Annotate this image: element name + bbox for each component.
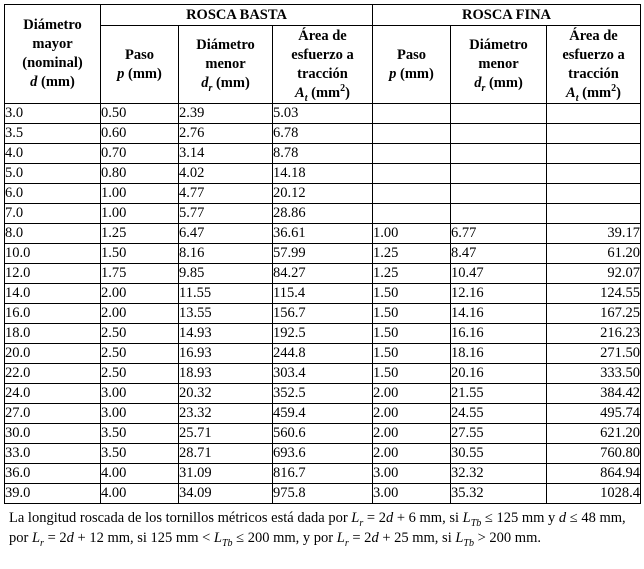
cell-fine-pitch: 1.50 <box>373 304 451 324</box>
cell-coarse-minor-diameter: 2.76 <box>179 124 273 144</box>
cell-coarse-pitch: 0.60 <box>101 124 179 144</box>
cell-coarse-pitch: 1.75 <box>101 264 179 284</box>
cell-coarse-pitch: 2.00 <box>101 284 179 304</box>
cell-fine-pitch: 1.50 <box>373 284 451 304</box>
cell-coarse-stress-area: 560.6 <box>273 424 373 444</box>
table-row <box>5 144 641 164</box>
cell-fine-stress-area: 271.50 <box>547 344 641 364</box>
cell-fine-stress-area: 216.23 <box>547 324 641 344</box>
cell-fine-stress-area: 167.25 <box>547 304 641 324</box>
cell-fine-stress-area: 384.42 <box>547 384 641 404</box>
cell-fine-stress-area <box>547 144 641 164</box>
cell-fine-pitch: 3.00 <box>373 464 451 484</box>
cell-coarse-minor-diameter: 2.39 <box>179 104 273 124</box>
table-row <box>5 284 641 304</box>
cell-major-diameter: 39.0 <box>5 484 101 504</box>
table-body <box>5 104 641 504</box>
cell-fine-minor-diameter: 21.55 <box>451 384 547 404</box>
cell-fine-stress-area: 495.74 <box>547 404 641 424</box>
cell-major-diameter: 22.0 <box>5 364 101 384</box>
cell-major-diameter: 5.0 <box>5 164 101 184</box>
cell-coarse-pitch: 2.50 <box>101 324 179 344</box>
header-fine-pitch: Paso p (mm) <box>373 26 451 104</box>
cell-major-diameter: 10.0 <box>5 244 101 264</box>
cell-fine-stress-area: 760.80 <box>547 444 641 464</box>
cell-coarse-pitch: 4.00 <box>101 464 179 484</box>
cell-fine-pitch: 2.00 <box>373 444 451 464</box>
cell-fine-stress-area: 621.20 <box>547 424 641 444</box>
table-row <box>5 264 641 284</box>
cell-major-diameter: 33.0 <box>5 444 101 464</box>
table-row <box>5 204 641 224</box>
cell-fine-minor-diameter: 35.32 <box>451 484 547 504</box>
cell-coarse-minor-diameter: 11.55 <box>179 284 273 304</box>
header-fine-stress-area: Área de esfuerzo a tracción $A_t$ $(mm^2)$ <box>547 26 641 104</box>
cell-coarse-stress-area: 459.4 <box>273 404 373 424</box>
cell-coarse-minor-diameter: 4.77 <box>179 184 273 204</box>
table-row <box>5 344 641 364</box>
cell-fine-minor-diameter: 12.16 <box>451 284 547 304</box>
table-row <box>5 444 641 464</box>
cell-fine-stress-area: 1028.4 <box>547 484 641 504</box>
cell-fine-pitch: 1.50 <box>373 344 451 364</box>
cell-coarse-minor-diameter: 28.71 <box>179 444 273 464</box>
cell-fine-minor-diameter <box>451 104 547 124</box>
cell-major-diameter: 20.0 <box>5 344 101 364</box>
cell-major-diameter: 27.0 <box>5 404 101 424</box>
cell-major-diameter: 30.0 <box>5 424 101 444</box>
cell-fine-minor-diameter <box>451 144 547 164</box>
cell-fine-minor-diameter <box>451 124 547 144</box>
cell-coarse-stress-area: 57.99 <box>273 244 373 264</box>
cell-fine-stress-area <box>547 124 641 144</box>
cell-fine-pitch: 1.50 <box>373 324 451 344</box>
cell-coarse-minor-diameter: 9.85 <box>179 264 273 284</box>
cell-coarse-stress-area: 115.4 <box>273 284 373 304</box>
cell-coarse-pitch: 3.00 <box>101 384 179 404</box>
header-coarse-minor-diameter: Diámetro menor $d_r$ (mm) <box>179 26 273 104</box>
table-row <box>5 404 641 424</box>
cell-coarse-pitch: 1.25 <box>101 224 179 244</box>
cell-coarse-stress-area: 6.78 <box>273 124 373 144</box>
cell-coarse-pitch: 0.50 <box>101 104 179 124</box>
cell-coarse-pitch: 0.70 <box>101 144 179 164</box>
cell-major-diameter: 6.0 <box>5 184 101 204</box>
cell-coarse-pitch: 1.00 <box>101 184 179 204</box>
cell-coarse-minor-diameter: 3.14 <box>179 144 273 164</box>
cell-major-diameter: 18.0 <box>5 324 101 344</box>
cell-fine-stress-area: 124.55 <box>547 284 641 304</box>
cell-coarse-pitch: 2.50 <box>101 364 179 384</box>
cell-coarse-minor-diameter: 31.09 <box>179 464 273 484</box>
header-major-diameter: Diámetro mayor (nominal) d (mm) <box>5 5 101 104</box>
header-group-row <box>5 5 641 26</box>
cell-coarse-stress-area: 36.61 <box>273 224 373 244</box>
cell-major-diameter: 16.0 <box>5 304 101 324</box>
cell-coarse-stress-area: 303.4 <box>273 364 373 384</box>
metric-thread-table <box>4 4 641 504</box>
cell-coarse-stress-area: 8.78 <box>273 144 373 164</box>
cell-fine-pitch <box>373 124 451 144</box>
cell-coarse-minor-diameter: 6.47 <box>179 224 273 244</box>
cell-fine-pitch: 1.00 <box>373 224 451 244</box>
table-row <box>5 364 641 384</box>
table-row <box>5 384 641 404</box>
cell-coarse-minor-diameter: 14.93 <box>179 324 273 344</box>
cell-major-diameter: 3.0 <box>5 104 101 124</box>
cell-fine-stress-area <box>547 104 641 124</box>
cell-major-diameter: 12.0 <box>5 264 101 284</box>
cell-coarse-stress-area: 975.8 <box>273 484 373 504</box>
cell-fine-stress-area <box>547 164 641 184</box>
cell-coarse-minor-diameter: 8.16 <box>179 244 273 264</box>
cell-fine-stress-area: 864.94 <box>547 464 641 484</box>
cell-coarse-minor-diameter: 23.32 <box>179 404 273 424</box>
cell-coarse-stress-area: 352.5 <box>273 384 373 404</box>
cell-coarse-minor-diameter: 18.93 <box>179 364 273 384</box>
cell-fine-stress-area: 333.50 <box>547 364 641 384</box>
cell-coarse-stress-area: 28.86 <box>273 204 373 224</box>
cell-fine-pitch <box>373 164 451 184</box>
cell-fine-minor-diameter <box>451 184 547 204</box>
cell-fine-minor-diameter: 8.47 <box>451 244 547 264</box>
cell-fine-minor-diameter: 30.55 <box>451 444 547 464</box>
table-row <box>5 324 641 344</box>
cell-coarse-minor-diameter: 25.71 <box>179 424 273 444</box>
header-coarse-stress-area: Área de esfuerzo a tracción $A_t$ $(mm^2)$ <box>273 26 373 104</box>
cell-fine-minor-diameter: 18.16 <box>451 344 547 364</box>
cell-coarse-stress-area: 5.03 <box>273 104 373 124</box>
cell-coarse-pitch: 4.00 <box>101 484 179 504</box>
cell-fine-pitch <box>373 104 451 124</box>
cell-fine-pitch: 3.00 <box>373 484 451 504</box>
cell-major-diameter: 3.5 <box>5 124 101 144</box>
cell-coarse-minor-diameter: 16.93 <box>179 344 273 364</box>
cell-coarse-stress-area: 244.8 <box>273 344 373 364</box>
header-sub-row <box>5 26 641 104</box>
cell-fine-pitch: 2.00 <box>373 424 451 444</box>
cell-coarse-stress-area: 84.27 <box>273 264 373 284</box>
cell-coarse-minor-diameter: 4.02 <box>179 164 273 184</box>
header-fine-thread: ROSCA FINA <box>373 5 641 26</box>
cell-fine-stress-area: 92.07 <box>547 264 641 284</box>
cell-fine-pitch: 1.25 <box>373 244 451 264</box>
cell-coarse-pitch: 1.50 <box>101 244 179 264</box>
cell-fine-pitch <box>373 204 451 224</box>
cell-fine-stress-area <box>547 204 641 224</box>
cell-major-diameter: 14.0 <box>5 284 101 304</box>
cell-major-diameter: 24.0 <box>5 384 101 404</box>
cell-fine-minor-diameter: 6.77 <box>451 224 547 244</box>
footnote: La longitud roscada de los tornillos métricos está dada por $L_r = 2d + 6$ mm, si $L_{Tb} \le 125$ mm y d ≤ 48 mm, por $L_r = 2d + 12$ mm, si 125 mm < $L_{Tb} \le 200$ mm, y por $L_r = 2d + 25$ mm, si $L_{Tb} > 200$ mm. <box>9 510 626 549</box>
cell-coarse-stress-area: 816.7 <box>273 464 373 484</box>
cell-coarse-pitch: 3.50 <box>101 444 179 464</box>
cell-coarse-pitch: 2.00 <box>101 304 179 324</box>
cell-fine-stress-area: 61.20 <box>547 244 641 264</box>
cell-fine-minor-diameter: 16.16 <box>451 324 547 344</box>
cell-fine-pitch: 2.00 <box>373 384 451 404</box>
table-row <box>5 244 641 264</box>
table-row <box>5 484 641 504</box>
cell-coarse-pitch: 3.00 <box>101 404 179 424</box>
cell-fine-minor-diameter: 27.55 <box>451 424 547 444</box>
table-row <box>5 224 641 244</box>
cell-coarse-stress-area: 14.18 <box>273 164 373 184</box>
table-row <box>5 104 641 124</box>
cell-fine-minor-diameter <box>451 204 547 224</box>
cell-fine-pitch: 1.50 <box>373 364 451 384</box>
table-row <box>5 464 641 484</box>
cell-fine-stress-area: 39.17 <box>547 224 641 244</box>
cell-coarse-pitch: 1.00 <box>101 204 179 224</box>
header-fine-minor-diameter: Diámetro menor $d_r$ (mm) <box>451 26 547 104</box>
cell-fine-minor-diameter: 20.16 <box>451 364 547 384</box>
cell-fine-minor-diameter: 24.55 <box>451 404 547 424</box>
cell-coarse-pitch: 3.50 <box>101 424 179 444</box>
cell-coarse-minor-diameter: 20.32 <box>179 384 273 404</box>
cell-coarse-stress-area: 693.6 <box>273 444 373 464</box>
cell-fine-minor-diameter: 14.16 <box>451 304 547 324</box>
cell-fine-pitch <box>373 144 451 164</box>
cell-fine-pitch <box>373 184 451 204</box>
cell-major-diameter: 4.0 <box>5 144 101 164</box>
cell-coarse-pitch: 2.50 <box>101 344 179 364</box>
cell-coarse-stress-area: 192.5 <box>273 324 373 344</box>
table-row <box>5 124 641 144</box>
cell-major-diameter: 7.0 <box>5 204 101 224</box>
table-row <box>5 424 641 444</box>
cell-coarse-minor-diameter: 5.77 <box>179 204 273 224</box>
table-row <box>5 164 641 184</box>
header-coarse-pitch: Paso p (mm) <box>101 26 179 104</box>
cell-fine-stress-area <box>547 184 641 204</box>
cell-coarse-pitch: 0.80 <box>101 164 179 184</box>
cell-fine-minor-diameter: 10.47 <box>451 264 547 284</box>
header-coarse-thread: ROSCA BASTA <box>101 5 373 26</box>
cell-fine-pitch: 1.25 <box>373 264 451 284</box>
cell-fine-pitch: 2.00 <box>373 404 451 424</box>
cell-coarse-minor-diameter: 13.55 <box>179 304 273 324</box>
cell-coarse-minor-diameter: 34.09 <box>179 484 273 504</box>
cell-coarse-stress-area: 156.7 <box>273 304 373 324</box>
cell-major-diameter: 36.0 <box>5 464 101 484</box>
cell-coarse-stress-area: 20.12 <box>273 184 373 204</box>
table-row <box>5 184 641 204</box>
cell-fine-minor-diameter: 32.32 <box>451 464 547 484</box>
cell-major-diameter: 8.0 <box>5 224 101 244</box>
table-row <box>5 304 641 324</box>
cell-fine-minor-diameter <box>451 164 547 184</box>
